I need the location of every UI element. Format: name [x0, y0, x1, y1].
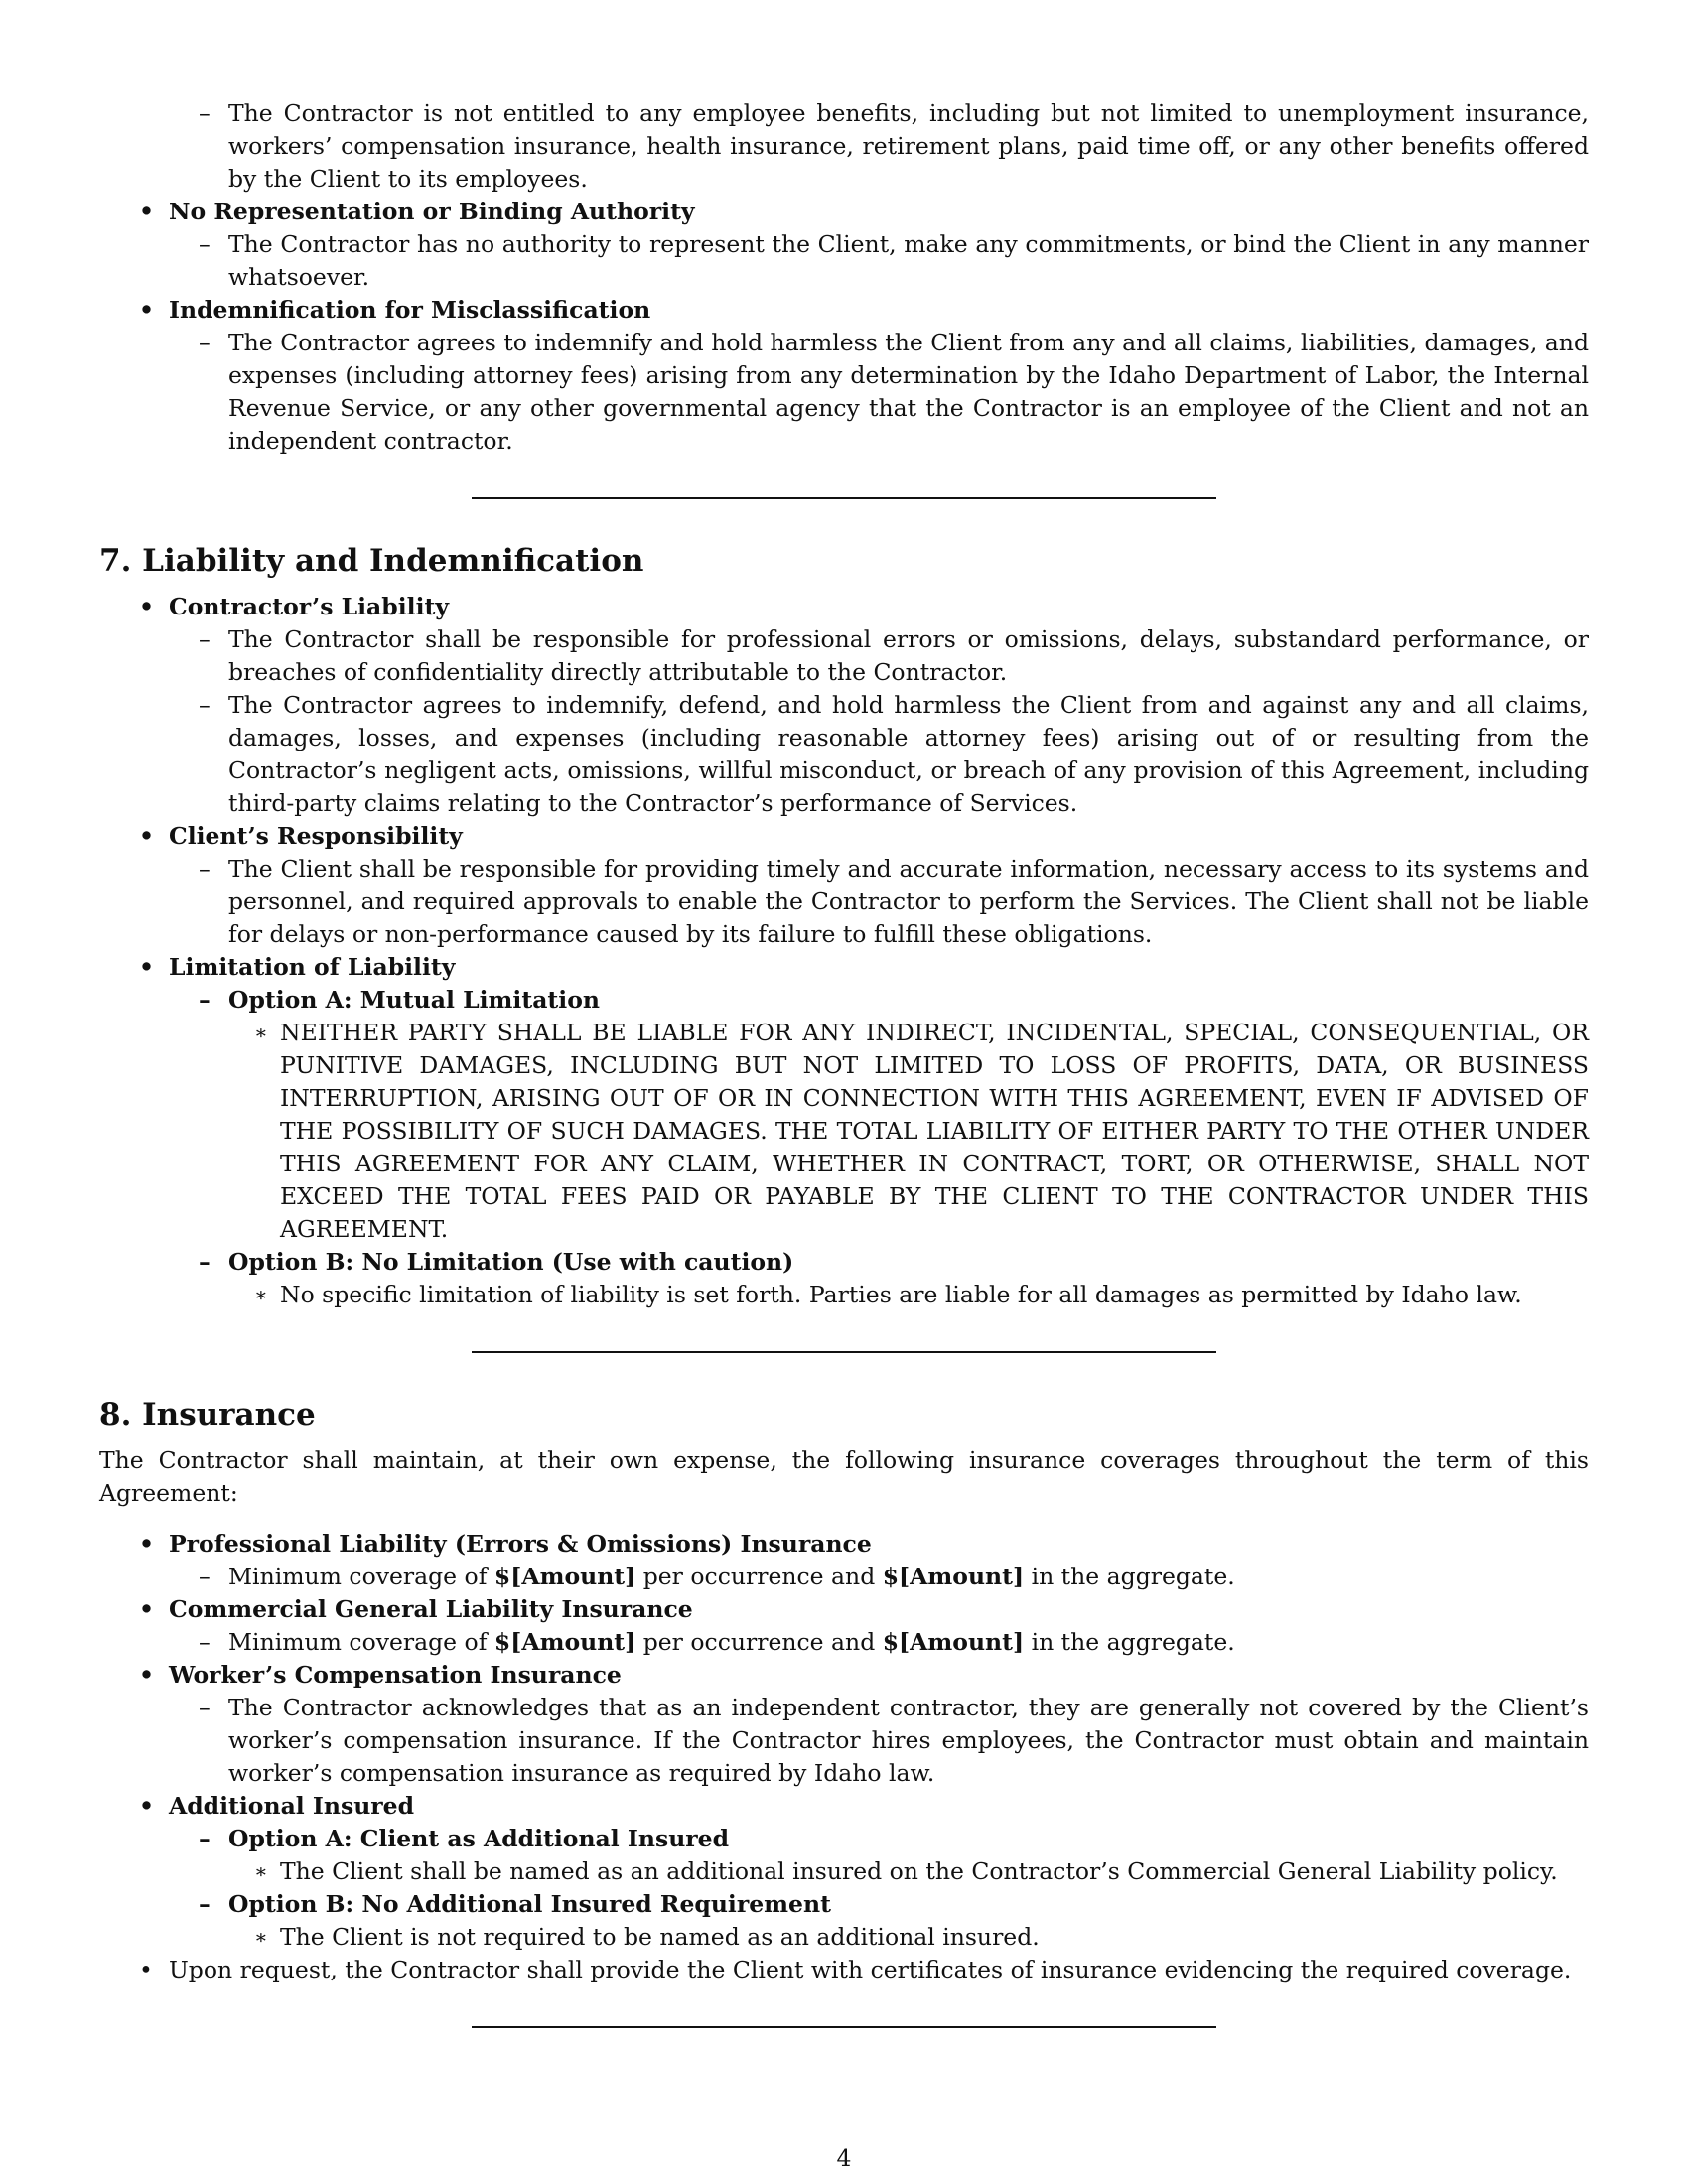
dash-marker: – — [199, 1248, 211, 1276]
list-item: • Client’s Responsibility — [169, 820, 1589, 853]
star-marker: ∗ — [254, 1021, 268, 1044]
dash-marker: – — [199, 1694, 211, 1721]
page-number: 4 — [836, 2144, 852, 2172]
list-item: ∗ NEITHER PARTY SHALL BE LIABLE FOR ANY INDIRECT, INCIDENTAL, SPECIAL, CONSEQUENTIAL, OR PUNITIVE DAMAGES, INCLUDING BUT NOT LIMITED TO LOSS OF PROFITS, DATA, OR BUSINESS INTERRUPTION, ARISING OUT OF OR IN CONNECTION WITH THIS AGREEMENT, EVEN IF ADVISED OF THE POSSIBILITY OF SUCH DAMAGES. THE TOTAL LIABILITY OF EITHER PARTY TO THE OTHER UNDER THIS AGREEMENT FOR ANY CLAIM, WHETHER IN CONTRACT, TORT, OR OTHERWISE, SHALL NOT EXCEED THE TOTAL FEES PAID OR PAYABLE BY THE CLIENT TO THE CONTRACTOR UNDER THIS AGREEMENT. — [254, 1019, 1589, 1243]
bullet-marker: • — [139, 1530, 155, 1558]
list-item: ∗ The Client shall be named as an additional insured on the Contractor’s Commercial General Liability policy. — [280, 1855, 1589, 1888]
dash-marker: – — [199, 855, 211, 883]
amount-placeholder: $[Amount] — [882, 1628, 1025, 1656]
list-item: • Professional Liability (Errors & Omissions) Insurance — [169, 1528, 1589, 1561]
amount-placeholder: $[Amount] — [493, 1628, 636, 1656]
dash-marker: – — [199, 1563, 211, 1590]
list-item: – The Contractor shall be responsible for professional errors or omissions, delays, substandard performance, or breaches of confidentiality directly attributable to the Contractor. — [199, 625, 1589, 686]
list-item: • No Representation or Binding Authority — [169, 196, 1589, 228]
bullet-marker: • — [139, 198, 155, 225]
star-marker: ∗ — [254, 1283, 268, 1306]
list-item: – The Contractor has no authority to represent the Client, make any commitments, or bind the Client in any manner whatsoever. — [199, 230, 1589, 291]
list-item: • Indemnification for Misclassification — [169, 294, 1589, 327]
amount-placeholder: $[Amount] — [493, 1563, 636, 1590]
bullet-marker: • — [139, 296, 155, 324]
list-item: – Option A: Client as Additional Insured — [228, 1823, 1589, 1855]
bullet-marker: • — [139, 1792, 155, 1820]
bullet-marker: • — [139, 1956, 153, 1983]
list-item: • Limitation of Liability — [169, 951, 1589, 984]
bullet-marker: • — [139, 953, 155, 981]
list-item: • Commercial General Liability Insurance — [169, 1593, 1589, 1626]
dash-marker: – — [199, 230, 211, 258]
list-item: – Option B: No Limitation (Use with caution) — [228, 1246, 1589, 1279]
amount-placeholder: $[Amount] — [882, 1563, 1025, 1590]
list-item: • Upon request, the Contractor shall provide the Client with certificates of insurance evidencing the required coverage. — [169, 1954, 1589, 1986]
dash-marker: – — [199, 691, 211, 719]
list-item: • Worker’s Compensation Insurance — [169, 1659, 1589, 1692]
star-marker: ∗ — [254, 1925, 268, 1949]
section-intro: The Contractor shall maintain, at their own expense, the following insurance coverages throughout the term of this Agreement: — [99, 1446, 1589, 1507]
list-item: – The Contractor is not entitled to any employee benefits, including but not limited to unemployment insurance, workers’ compensation insurance, health insurance, retirement plans, paid time off, or any other benefits offered by the Client to its employees. — [199, 99, 1589, 193]
list-item: – Minimum coverage of $[Amount] per occurrence and $[Amount] in the aggregate. — [228, 1626, 1589, 1659]
list-item: – The Contractor agrees to indemnify and hold harmless the Client from any and all claims, liabilities, damages, and expenses (including attorney fees) arising from any determination by the Idaho Department of Labor, the Internal Revenue Service, or any other governmental agency that the Contractor is an employee of the Client and not an independent contractor. — [199, 329, 1589, 455]
list-item: • Contractor’s Liability — [169, 591, 1589, 623]
bullet-marker: • — [139, 1595, 155, 1623]
section-divider — [472, 2026, 1216, 2028]
dash-marker: – — [199, 1825, 211, 1852]
list-item: – Minimum coverage of $[Amount] per occurrence and $[Amount] in the aggregate. — [228, 1561, 1589, 1593]
section-heading: 7. Liability and Indemnification — [99, 543, 644, 579]
dash-marker: – — [199, 986, 211, 1014]
list-item: – Option A: Mutual Limitation — [228, 984, 1589, 1017]
section-divider — [472, 1351, 1216, 1353]
bullet-marker: • — [139, 1661, 155, 1689]
bullet-marker: • — [139, 822, 155, 850]
dash-marker: – — [199, 625, 211, 653]
dash-marker: – — [199, 329, 211, 356]
section-divider — [472, 497, 1216, 499]
dash-marker: – — [199, 99, 211, 127]
list-item: ∗ The Client is not required to be named as an additional insured. — [280, 1921, 1589, 1954]
list-item: – The Contractor agrees to indemnify, defend, and hold harmless the Client from and against any and all claims, damages, losses, and expenses (including reasonable attorney fees) arising out of or resulting from the Contractor’s negligent acts, omissions, willful misconduct, or breach of any provision of this Agreement, including third-party claims relating to the Contractor’s performance of Services. — [199, 691, 1589, 817]
dash-marker: – — [199, 1628, 211, 1656]
star-marker: ∗ — [254, 1859, 268, 1883]
bullet-marker: • — [139, 593, 155, 620]
section-heading: 8. Insurance — [99, 1397, 316, 1433]
list-item: • Additional Insured — [169, 1790, 1589, 1823]
list-item: – The Client shall be responsible for providing timely and accurate information, necessary access to its systems and personnel, and required approvals to enable the Contractor to perform the Services. The Client shall not be liable for delays or non-performance caused by its failure to fulfill these obligations. — [199, 855, 1589, 948]
document-page — [99, 97, 1589, 2070]
list-item: – Option B: No Additional Insured Requirement — [228, 1888, 1589, 1921]
list-item: ∗ No specific limitation of liability is set forth. Parties are liable for all damages as permitted by Idaho law. — [280, 1279, 1589, 1311]
list-item: – The Contractor acknowledges that as an independent contractor, they are generally not covered by the Client’s worker’s compensation insurance. If the Contractor hires employees, the Contractor must obtain and maintain worker’s compensation insurance as required by Idaho law. — [199, 1694, 1589, 1787]
dash-marker: – — [199, 1890, 211, 1918]
